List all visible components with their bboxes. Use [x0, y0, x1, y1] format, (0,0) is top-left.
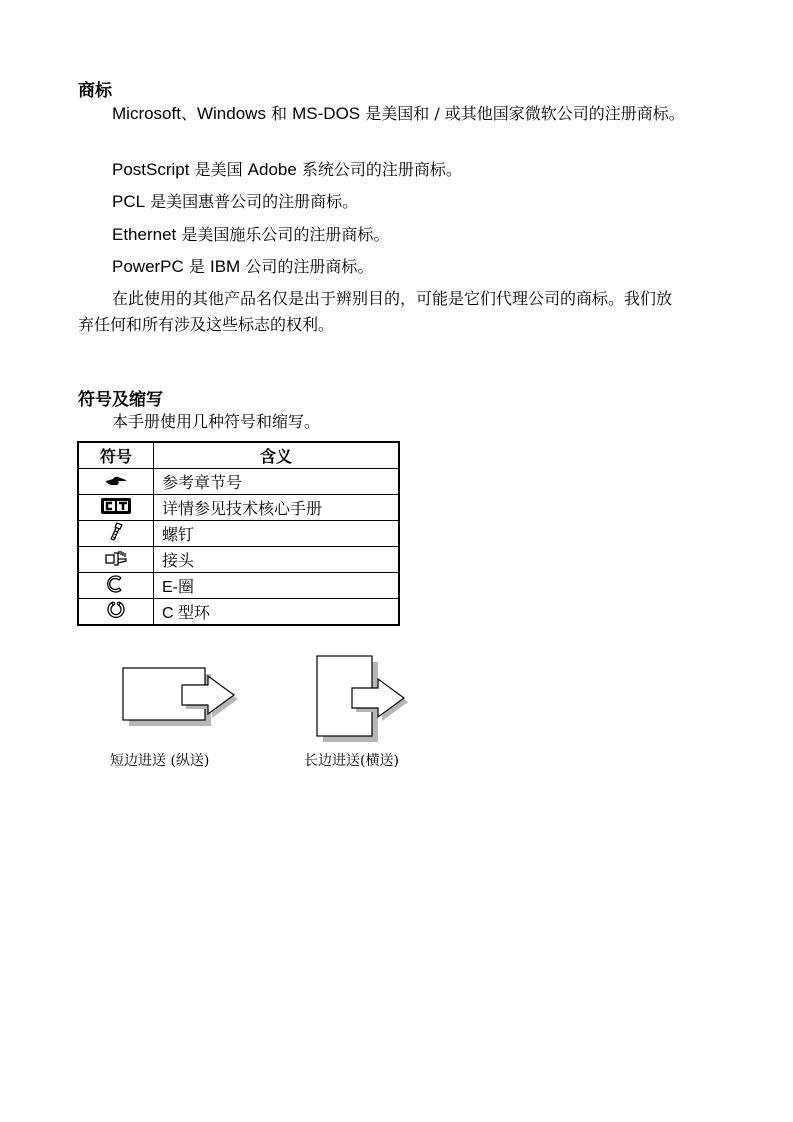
trademark-text: 系统公司的注册商标。 — [296, 160, 462, 179]
symbol-meaning: 螺钉 — [154, 521, 400, 547]
column-header-symbol: 符号 — [78, 442, 154, 469]
conjunction: 和 — [265, 104, 293, 123]
trademark-text: 是美国施乐公司的注册商标。 — [176, 225, 390, 244]
ct-book-icon — [78, 495, 154, 521]
symbol-meaning: C 型环 — [154, 599, 400, 626]
table-row — [78, 521, 399, 547]
brand-microsoft: Microsoft — [112, 104, 181, 123]
table-row — [78, 573, 399, 599]
trademark-disclaimer — [78, 286, 678, 338]
table-row — [78, 495, 399, 521]
trademark-text: 是美国和 / 或其他国家微软公司的注册商标。 — [360, 104, 685, 123]
brand-msdos: MS-DOS — [292, 104, 361, 123]
trademark-text: 是 — [183, 257, 210, 276]
long-edge-feed-diagram — [314, 652, 414, 748]
symbols-intro: 本手册使用几种符号和缩写。 — [112, 412, 321, 431]
disclaimer-text: 在此使用的其他产品名仅是出于辨别目的，可能是它们代理公司的商标。我们放弃任何和所有涉及这些标志的权利。 — [78, 289, 673, 334]
brand-ethernet: Ethernet — [112, 225, 177, 244]
brand-windows: Windows — [196, 104, 266, 123]
symbol-meaning: 接头 — [154, 547, 400, 573]
trademark-paragraph-postscript — [112, 157, 462, 183]
brand-adobe: Adobe — [247, 160, 297, 179]
trademark-paragraph-pcl — [112, 189, 358, 215]
trademarks-heading: 商标 — [78, 81, 112, 101]
trademark-paragraph-powerpc — [112, 254, 373, 280]
separator: 、 — [180, 104, 197, 123]
symbol-meaning: E-圈 — [154, 573, 400, 599]
brand-ibm: IBM — [210, 257, 241, 276]
brand-powerpc: PowerPC — [112, 257, 184, 276]
connector-icon — [78, 547, 154, 573]
trademark-text: 是美国 — [189, 160, 248, 179]
table-row — [78, 599, 399, 626]
symbols-heading: 符号及缩写 — [78, 390, 163, 410]
c-ring-icon — [78, 599, 154, 626]
short-edge-feed-diagram — [120, 652, 240, 736]
brand-postscript: PostScript — [112, 160, 190, 179]
symbol-meaning: 详情参见技术核心手册 — [154, 495, 400, 521]
symbol-meaning: 参考章节号 — [154, 469, 400, 495]
pointing-hand-icon — [78, 469, 154, 495]
long-edge-feed-caption: 长边进送(横送) — [304, 753, 399, 769]
table-row — [78, 469, 399, 495]
symbols-table — [77, 441, 400, 626]
column-header-meaning: 含义 — [154, 442, 400, 469]
trademark-paragraph-ethernet — [112, 222, 389, 248]
screw-icon — [78, 521, 154, 547]
e-ring-icon — [78, 573, 154, 599]
trademark-text: 公司的注册商标。 — [240, 257, 374, 276]
trademark-paragraph-microsoft — [78, 101, 688, 127]
trademark-text: 是美国惠普公司的注册商标。 — [145, 192, 359, 211]
table-row — [78, 547, 399, 573]
brand-pcl: PCL — [112, 192, 146, 211]
table-header-row — [78, 442, 399, 469]
short-edge-feed-caption: 短边进送 (纵送) — [110, 753, 210, 769]
